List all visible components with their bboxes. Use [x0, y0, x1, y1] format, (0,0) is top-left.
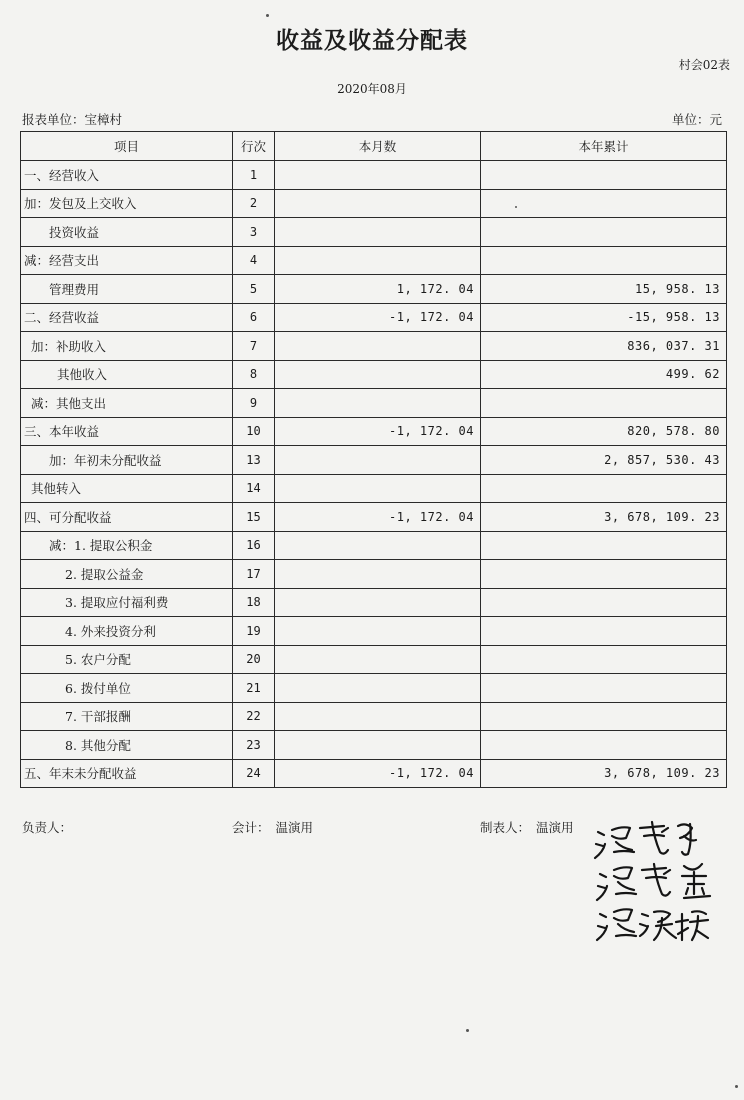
table-row	[21, 588, 727, 617]
income-distribution-table	[20, 131, 727, 788]
header-line-no: 行次	[233, 132, 275, 161]
row-this-month	[275, 360, 481, 389]
report-title: 收益及收益分配表	[276, 27, 468, 54]
table-row	[21, 161, 727, 190]
row-this-month	[275, 246, 481, 275]
row-line-no: 7	[233, 332, 275, 361]
row-this-month	[275, 446, 481, 475]
scan-speck	[266, 14, 269, 17]
row-line-no: 17	[233, 560, 275, 589]
row-this-month: 1, 172. 04	[275, 275, 481, 304]
row-item: 6. 拨付单位	[21, 674, 233, 703]
row-this-month: -1, 172. 04	[275, 759, 481, 788]
row-line-no: 20	[233, 645, 275, 674]
row-year-to-date: 3, 678, 109. 23	[481, 759, 727, 788]
row-line-no: 16	[233, 531, 275, 560]
header-this-month: 本月数	[275, 132, 481, 161]
responsible-label: 负责人：	[22, 820, 73, 835]
row-this-month	[275, 560, 481, 589]
form-code: 村会02表	[678, 58, 730, 72]
row-this-month	[275, 332, 481, 361]
row-item: 加：年初未分配收益	[21, 446, 233, 475]
row-year-to-date: 15, 958. 13	[481, 275, 727, 304]
table-row	[21, 702, 727, 731]
row-this-month	[275, 645, 481, 674]
row-this-month	[275, 588, 481, 617]
row-year-to-date	[481, 189, 727, 218]
row-item: 7. 干部报酬	[21, 702, 233, 731]
row-item: 二、经营收益	[21, 303, 233, 332]
signature-2	[597, 864, 710, 900]
signature-1	[595, 822, 696, 858]
row-line-no: 8	[233, 360, 275, 389]
row-line-no: 21	[233, 674, 275, 703]
row-item: 减：经营支出	[21, 246, 233, 275]
row-line-no: 1	[233, 161, 275, 190]
row-year-to-date	[481, 588, 727, 617]
row-item: 4. 外来投资分利	[21, 617, 233, 646]
row-line-no: 10	[233, 417, 275, 446]
accountant-name: 温演用	[275, 820, 314, 835]
scan-speck	[466, 1029, 469, 1032]
row-line-no: 3	[233, 218, 275, 247]
row-this-month	[275, 674, 481, 703]
table-row	[21, 531, 727, 560]
scan-speck	[735, 1085, 738, 1088]
row-this-month	[275, 189, 481, 218]
row-line-no: 24	[233, 759, 275, 788]
preparer-label: 制表人：	[480, 820, 531, 835]
row-item: 其他收入	[21, 360, 233, 389]
row-this-month	[275, 389, 481, 418]
row-item: 加：发包及上交收入	[21, 189, 233, 218]
currency-unit: 单位：元	[671, 112, 722, 127]
row-item: 2. 提取公益金	[21, 560, 233, 589]
table-row	[21, 759, 727, 788]
table-row	[21, 218, 727, 247]
row-line-no: 22	[233, 702, 275, 731]
row-this-month	[275, 161, 481, 190]
row-year-to-date: 2, 857, 530. 43	[481, 446, 727, 475]
row-year-to-date	[481, 702, 727, 731]
row-year-to-date	[481, 617, 727, 646]
row-item: 四、可分配收益	[21, 503, 233, 532]
row-year-to-date	[481, 246, 727, 275]
table-row	[21, 189, 727, 218]
row-year-to-date: 820, 578. 80	[481, 417, 727, 446]
row-year-to-date	[481, 531, 727, 560]
accountant-label: 会计：	[232, 820, 270, 835]
row-this-month	[275, 731, 481, 760]
row-this-month	[275, 617, 481, 646]
row-year-to-date	[481, 474, 727, 503]
row-item: 三、本年收益	[21, 417, 233, 446]
row-this-month: -1, 172. 04	[275, 303, 481, 332]
report-period: 2020年08月	[337, 82, 407, 96]
row-item: 一、经营收入	[21, 161, 233, 190]
table-row	[21, 503, 727, 532]
row-year-to-date	[481, 218, 727, 247]
row-line-no: 19	[233, 617, 275, 646]
table-header-row	[21, 132, 727, 161]
table-row	[21, 275, 727, 304]
row-year-to-date	[481, 389, 727, 418]
preparer-name: 温演用	[536, 820, 574, 835]
handwritten-signatures	[592, 818, 732, 948]
row-line-no: 9	[233, 389, 275, 418]
row-line-no: 6	[233, 303, 275, 332]
row-item: 3. 提取应付福利费	[21, 588, 233, 617]
row-item: 投资收益	[21, 218, 233, 247]
row-this-month	[275, 218, 481, 247]
row-year-to-date: 836, 037. 31	[481, 332, 727, 361]
accountant	[232, 818, 313, 836]
scan-speck	[515, 206, 517, 208]
row-year-to-date	[481, 645, 727, 674]
row-item: 管理费用	[21, 275, 233, 304]
table-row	[21, 389, 727, 418]
row-line-no: 4	[233, 246, 275, 275]
row-year-to-date	[481, 674, 727, 703]
reporting-unit: 报表单位：宝樟村	[22, 112, 123, 127]
row-line-no: 2	[233, 189, 275, 218]
row-item: 其他转入	[21, 474, 233, 503]
table-row	[21, 303, 727, 332]
table-row	[21, 474, 727, 503]
header-item: 项目	[21, 132, 233, 161]
row-line-no: 13	[233, 446, 275, 475]
row-this-month: -1, 172. 04	[275, 417, 481, 446]
row-this-month	[275, 474, 481, 503]
row-item: 8. 其他分配	[21, 731, 233, 760]
row-item: 加：补助收入	[21, 332, 233, 361]
row-year-to-date	[481, 161, 727, 190]
row-line-no: 5	[233, 275, 275, 304]
preparer	[480, 818, 574, 836]
signature-3	[597, 909, 708, 940]
row-year-to-date	[481, 560, 727, 589]
row-line-no: 23	[233, 731, 275, 760]
row-item: 减：其他支出	[21, 389, 233, 418]
row-year-to-date	[481, 731, 727, 760]
table-row	[21, 560, 727, 589]
row-line-no: 15	[233, 503, 275, 532]
table-row	[21, 360, 727, 389]
row-year-to-date: 499. 62	[481, 360, 727, 389]
row-this-month	[275, 702, 481, 731]
row-year-to-date: 3, 678, 109. 23	[481, 503, 727, 532]
header-year-to-date: 本年累计	[481, 132, 727, 161]
table-row	[21, 417, 727, 446]
row-this-month	[275, 531, 481, 560]
responsible-person	[22, 818, 72, 836]
row-line-no: 14	[233, 474, 275, 503]
table-row	[21, 332, 727, 361]
row-this-month: -1, 172. 04	[275, 503, 481, 532]
row-item: 减：1. 提取公积金	[21, 531, 233, 560]
table-row	[21, 446, 727, 475]
table-row	[21, 617, 727, 646]
row-year-to-date: -15, 958. 13	[481, 303, 727, 332]
row-line-no: 18	[233, 588, 275, 617]
table-row	[21, 645, 727, 674]
table-row	[21, 731, 727, 760]
row-item: 五、年末未分配收益	[21, 759, 233, 788]
row-item: 5. 农户分配	[21, 645, 233, 674]
table-row	[21, 674, 727, 703]
table-row	[21, 246, 727, 275]
